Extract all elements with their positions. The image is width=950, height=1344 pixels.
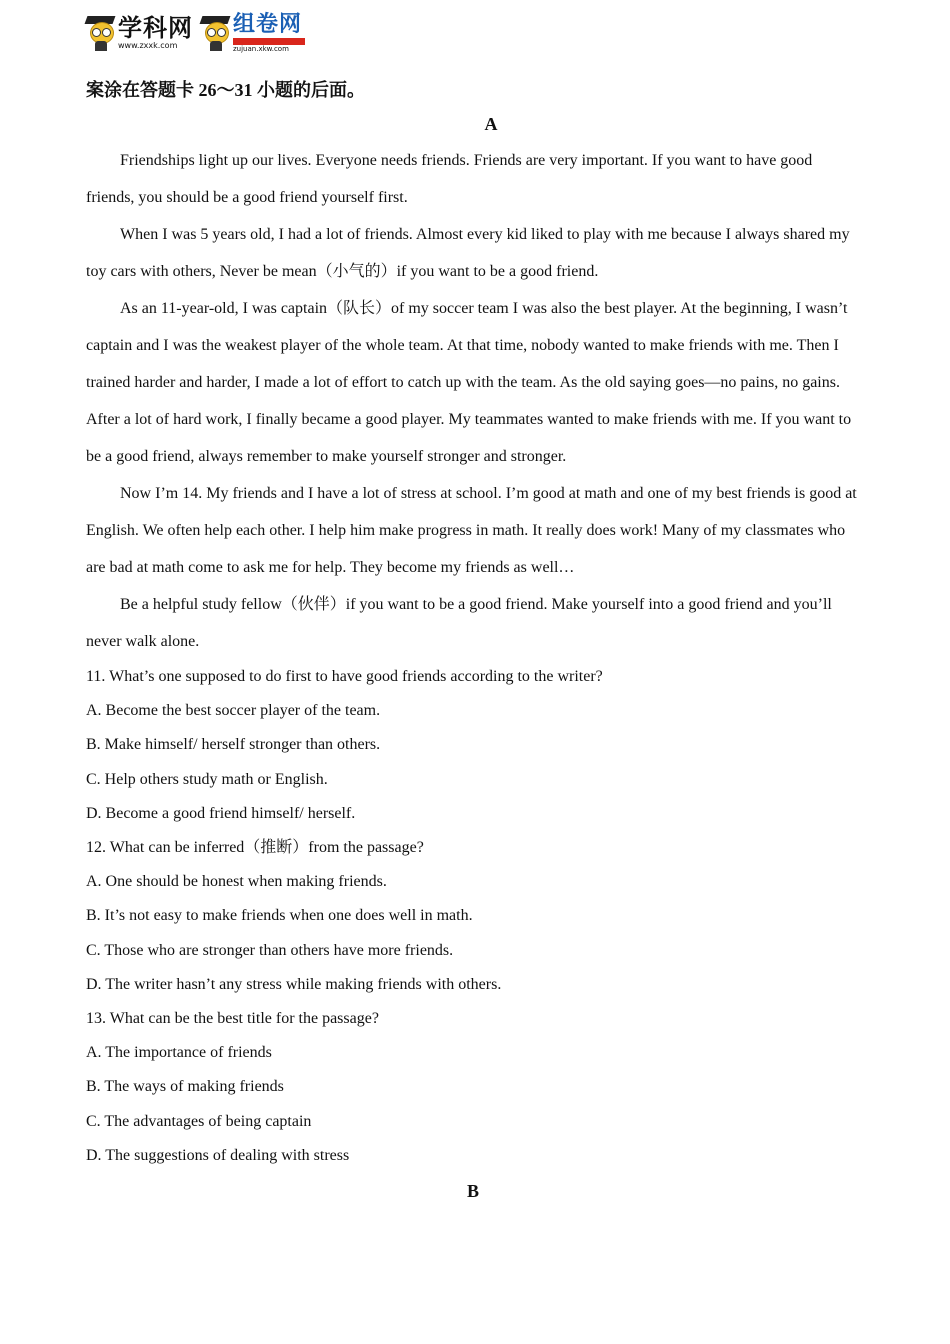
zxxk-logo-text: 学科网 <box>118 14 193 42</box>
zujuan-logo-text: 组卷网 <box>233 11 303 37</box>
zxxk-logo <box>86 14 193 52</box>
zujuan-logo <box>201 11 305 53</box>
question-option: C. Help others study math or English. <box>86 770 328 788</box>
section-a-title: A <box>484 114 498 134</box>
question-stem: 12. What can be inferred（推断）from the passage? <box>86 839 424 857</box>
paragraph: As an 11-year-old, I was captain（队长）of my soccer team I was also the best player. At the beginning, I wasn’t captain and I was the weakest player of the whole team. At that time, nobody wanted to make friends with me. Then I trained harder and harder, I made a lot of effort to catch up with the team. As the old saying goes—no pains, no gains. After a lot of hard work, I finally became a good player. My teammates wanted to make friends with me. If you want to be a good friend, always remember to make yourself stronger and stronger. <box>86 300 852 465</box>
question-option: A. One should be honest when making friends. <box>86 873 387 891</box>
logo-red-strip <box>233 38 305 45</box>
question-stem: 11. What’s one supposed to do first to have good friends according to the writer? <box>86 668 603 685</box>
question-option: D. The writer hasn’t any stress while making friends with others. <box>86 975 502 993</box>
paragraph: Be a helpful study fellow（伙伴）if you want to be a good friend. Make yourself into a good friend and you’ll never walk alone. <box>86 596 832 650</box>
question-option: B. The ways of making friends <box>86 1078 284 1096</box>
question-option: A. The importance of friends <box>86 1044 272 1062</box>
question-option: B. It’s not easy to make friends when one does well in math. <box>86 907 473 925</box>
paragraph: Now I’m 14. My friends and I have a lot of stress at school. I’m good at math and one of my best friends is good at English. We often help each other. I help him make progress in math. It really does work! Many of my classmates who are bad at math come to ask me for help. They become my friends as well… <box>86 485 857 576</box>
mascot-icon <box>86 14 116 52</box>
question-option: A. Become the best soccer player of the team. <box>86 702 381 720</box>
document-body <box>86 74 860 1209</box>
intro-line: 案涂在答题卡 26～31 小题的后面。 <box>86 80 365 100</box>
header-logo <box>86 12 313 54</box>
zujuan-logo-url: zujuan.xkw.com <box>233 44 289 53</box>
question-option: B. Make himself/ herself stronger than others. <box>86 736 381 754</box>
question-stem: 13. What can be the best title for the passage? <box>86 1010 379 1028</box>
section-b-title: B <box>466 1181 479 1202</box>
question-option: C. The advantages of being captain <box>86 1112 312 1130</box>
zxxk-logo-url: www.zxxk.com <box>118 41 178 50</box>
paragraph: When I was 5 years old, I had a lot of friends. Almost every kid liked to play with me because I always shared my toy cars with others, Never be mean（小气的）if you want to be a good friend. <box>86 226 850 280</box>
question-option: D. Become a good friend himself/ herself. <box>86 804 356 822</box>
paragraph: Friendships light up our lives. Everyone needs friends. Friends are very important. If you want to have good friends, you should be a good friend yourself first. <box>86 152 813 206</box>
question-option: D. The suggestions of dealing with stress <box>86 1146 350 1164</box>
mascot-icon <box>201 14 231 52</box>
question-option: C. Those who are stronger than others have more friends. <box>86 941 454 959</box>
